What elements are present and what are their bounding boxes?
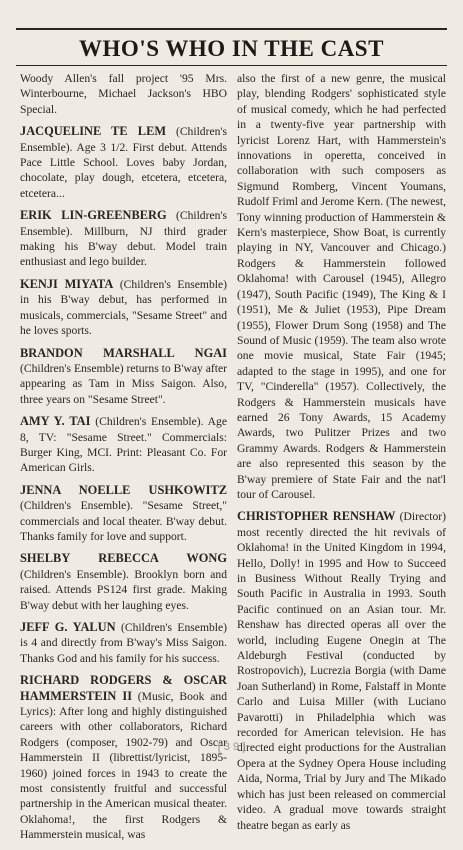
bio-name: AMY Y. TAI xyxy=(20,414,91,429)
bio-name: KENJI MIYATA xyxy=(20,276,114,291)
bio-name: JEFF G. YALUN xyxy=(20,620,116,634)
bio-paragraph xyxy=(237,509,446,833)
bio-paragraph xyxy=(20,208,227,270)
bio-name: JACQUELINE TE LEM xyxy=(20,124,167,139)
bio-name: ERIK LIN-GREENBERG xyxy=(20,208,167,223)
page-title: WHO'S WHO IN THE CAST xyxy=(79,36,384,61)
bio-paragraph xyxy=(20,551,227,613)
bio-text: Woody Allen's fall project '95 Mrs. Winterbourne, Michael Jackson's HBO Special. xyxy=(20,72,227,116)
page-number: [ 3 9 ] xyxy=(217,741,246,753)
bio-text: (Children's Ensemble) returns to B'way after appearing as Tam in Miss Saigon. Also, three years on "Sesame Street". xyxy=(20,361,227,406)
bio-paragraph xyxy=(20,414,227,476)
bio-paragraph xyxy=(20,346,227,408)
bio-name: BRANDON MARSHALL NGAI xyxy=(20,345,227,360)
bio-paragraph xyxy=(20,124,227,201)
bio-name: JENNA NOELLE USHKOWITZ xyxy=(20,482,227,497)
bio-paragraph xyxy=(20,620,227,666)
bio-name: SHELBY REBECCA WONG xyxy=(20,551,227,566)
bio-paragraph xyxy=(20,673,227,842)
bio-text: (Children's Ensemble). Age 8, TV: "Sesame Street." Commercials: Burger King, MCI. Print: Pleasant Co. For American Girls. xyxy=(20,415,227,475)
top-rule xyxy=(16,28,447,30)
right-column xyxy=(237,71,446,840)
bio-paragraph xyxy=(237,71,446,502)
left-column xyxy=(20,71,227,850)
bio-name: CHRISTOPHER RENSHAW xyxy=(237,509,396,524)
bio-text: (Director) most recently directed the hit revivals of Oklahoma! in the United Kingdom in 1994, Hello, Dolly! in 1995 and How to Succeed in Business Without Really Trying and South Pacific in Australia in 1993. South Pacific continued on an Asian tour. Mr. Renshaw has directed operas all over the world, including Eugene Onegin at The Aldeburgh Festival (conducted by Rostropovich), Lucrezia Borgia (with Dame Joan Sutherland) in Rome, Falstaff in Monte Carlo and Luisa Miller (with Luciano Pavarotti) in Philadelphia which was recorded for American television. He has directed eight productions for the Australian Opera at the Sydney Opera House including Aida, Norma, Trial by Jury and The Mikado which has just been released on commercial video. A gradual move towards straight theatre began as early as xyxy=(237,510,446,832)
bio-paragraph xyxy=(20,71,227,117)
bio-name: RICHARD RODGERS & OSCAR HAMMERSTEIN II xyxy=(20,673,227,703)
bio-paragraph xyxy=(20,277,227,339)
bio-paragraph xyxy=(20,483,227,545)
bio-text: (Children's Ensemble) in his B'way debut, has performed in musicals, commercials, "Sesame Street" and he loves sports. xyxy=(20,277,227,338)
bio-text: (Children's Ensemble) is 4 and directly from B'way's Miss Saigon. Thanks God and his family for his success. xyxy=(20,621,227,665)
bio-text: (Children's Ensemble). "Sesame Street," commercials and local theater. B'way debut. Thanks family for love and support. xyxy=(20,499,227,543)
bio-text: (Children's Ensemble). Age 3 1/2. First debut. Attends Pace Little School. Loves baby Jordan, chocolate, play dough, etcetera, etcetera, etcetera... xyxy=(20,125,227,200)
bio-text: (Music, Book and Lyrics): After long and highly distinguished careers with other collaborators, Richard Rodgers (composer, 1902-79) and Oscar Hammerstein II (librettist/lyricist, 1895-1960) joined forces in 1943 to create the most consistently fruitful and successful partnership in the American musical theater. Oklahoma!, the first Rodgers & Hammerstein musical, was xyxy=(20,689,227,842)
title-rule xyxy=(16,65,447,66)
bio-text: (Children's Ensemble). Millburn, NJ third grader making his B'way debut. Model train enthusiast and lego builder. xyxy=(20,209,228,269)
bio-text: (Children's Ensemble). Brooklyn born and raised. Attends PS124 first grade. Making B'way debut with her laughing eyes. xyxy=(20,567,227,612)
bio-text: also the first of a new genre, the musical play, blending Rodgers' sophisticated style of musical comedy, which he had perfected in a twenty-five year partnership with lyricist Lorenz Hart, with Hammerstein's innovations in operetta, conceived in collaboration with such composers as Sigmund Romberg, Vincent Youmans, Rudolf Friml and Jerome Kern. (The newest, Tony winning production of Hammerstein & Kern's masterpiece, Show Boat, is currently playing in NY, Vancouver and Chicago.) Rodgers & Hammerstein followed Oklahoma! with Carousel (1945), Allegro (1947), South Pacific (1949), The King & I (1951), Me & Juliet (1953), Pipe Dream (1955), Flower Drum Song (1958) and The Sound of Music (1959). The team also wrote one movie musical, State Fair (1945; adapted to the stage in 1995), and one for TV, "Cinderella" (1957). Collectively, the Rodgers & Hammerstein musicals have earned 26 Tony Awards, 15 Academy Awards, two Pulitzer Prizes and two Grammy Awards. Rodgers & Hammerstein are also represented this season by the B'way premiere of State Fair and the nat'l tour of Carousel. xyxy=(237,72,446,501)
